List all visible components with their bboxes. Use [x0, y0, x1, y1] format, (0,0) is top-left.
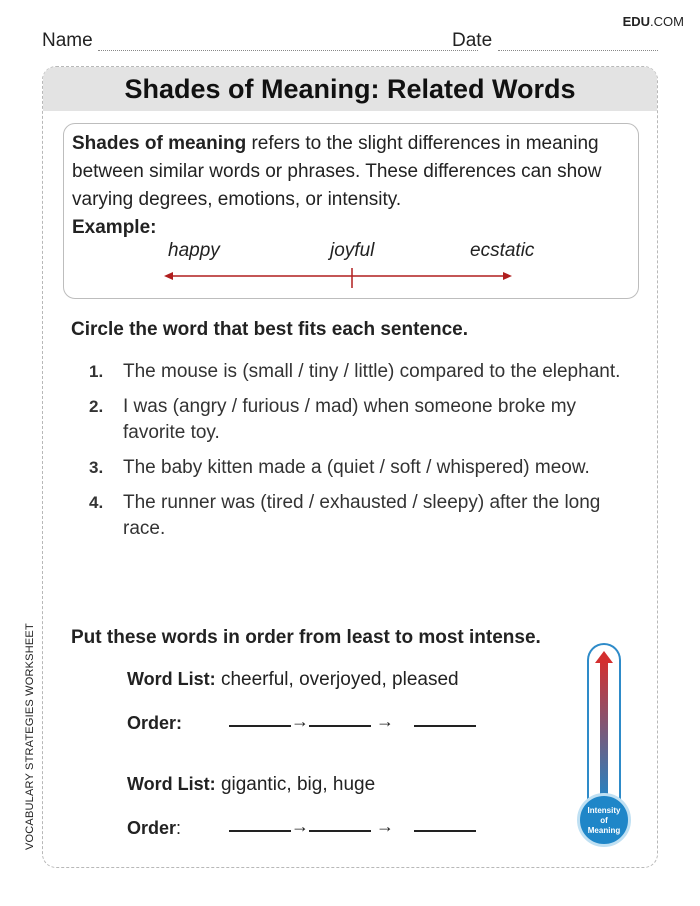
- order-blanks-2: → →: [229, 816, 476, 837]
- answer-blank[interactable]: [229, 818, 291, 832]
- double-arrow-icon: [164, 268, 514, 292]
- question-item: [89, 394, 629, 446]
- date-label: Date: [452, 30, 493, 51]
- question-text: I was (angry / furious / mad) when someone broke my favorite toy.: [123, 396, 577, 443]
- example-scale: [164, 240, 535, 292]
- answer-blank[interactable]: [309, 713, 371, 727]
- example-label: Example:: [72, 217, 157, 238]
- scale-word: ecstatic: [470, 240, 535, 261]
- name-field[interactable]: [98, 50, 478, 51]
- answer-blank[interactable]: [414, 818, 476, 832]
- word-list-1: Word List: cheerful, overjoyed, pleased: [127, 669, 459, 690]
- definition-box: [63, 123, 639, 299]
- question-text: The runner was (tired / exhausted / sleepy) after the long race.: [123, 492, 601, 539]
- answer-blank[interactable]: [414, 713, 476, 727]
- title-bar: [43, 67, 657, 111]
- question-text: The baby kitten made a (quiet / soft / whispered) meow.: [123, 457, 590, 478]
- question-number: 1.: [89, 362, 104, 381]
- question-number: 3.: [89, 458, 104, 477]
- definition-text: [72, 130, 630, 214]
- name-date-row: [42, 30, 658, 54]
- question-number: 4.: [89, 493, 104, 512]
- answer-blank[interactable]: [229, 713, 291, 727]
- question-item: [89, 359, 629, 385]
- question-text: The mouse is (small / tiny / little) compared to the elephant.: [123, 361, 621, 382]
- page-title: Shades of Meaning: Related Words: [124, 74, 576, 104]
- question-list: [89, 359, 629, 551]
- date-field[interactable]: [498, 50, 658, 51]
- name-label: Name: [42, 30, 93, 51]
- order-blanks-1: → →: [229, 711, 476, 732]
- word-list-2: Word List: gigantic, big, huge: [127, 774, 376, 795]
- scale-word: joyful: [330, 240, 375, 261]
- side-label: VOCABULARY STRATEGIES WORKSHEET: [24, 623, 36, 850]
- question-item: [89, 455, 629, 481]
- question-number: 2.: [89, 397, 104, 416]
- definition-body: refers to the slight differences in meaning between similar words or phrases. These differences can show varying degrees, emotions, or intensity.: [72, 133, 602, 210]
- part2-instruction: Put these words in order from least to most intense.: [71, 627, 541, 648]
- part1-instruction: Circle the word that best fits each sentence.: [71, 319, 468, 340]
- answer-blank[interactable]: [309, 818, 371, 832]
- definition-term: Shades of meaning: [72, 133, 247, 154]
- scale-word: happy: [168, 240, 220, 261]
- thermometer: [577, 643, 637, 849]
- worksheet-frame: [42, 66, 658, 868]
- brand-logo: EDU.COM: [622, 14, 684, 29]
- thermometer-bulb: Intensity of Meaning: [577, 793, 631, 847]
- up-arrow-icon: [595, 651, 613, 803]
- order-label-1: Order:: [127, 713, 183, 733]
- order-label-2: Order:: [127, 818, 182, 838]
- question-item: [89, 490, 629, 542]
